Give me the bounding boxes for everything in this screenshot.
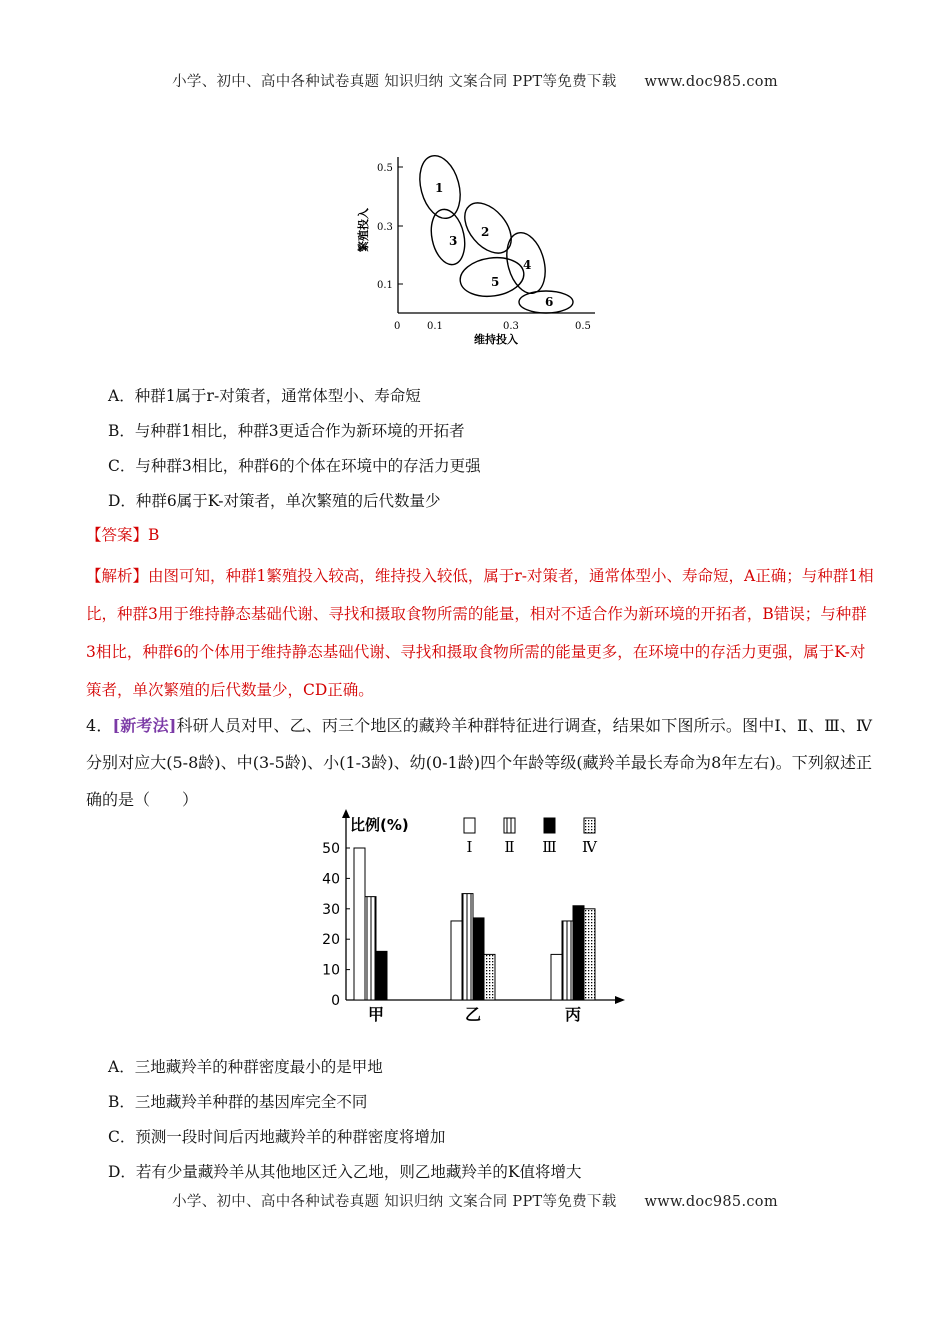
footer-text: 小学、初中、高中各种试卷真题 知识归纳 文案合同 PPT等免费下载: [172, 1194, 617, 1210]
bar-Ⅱ-丙: [562, 921, 573, 1000]
analysis-label: 【解析】: [86, 567, 149, 585]
page-header: [0, 70, 950, 91]
y-tick-label: 40: [322, 871, 340, 888]
x-category-label: 丙: [564, 1005, 582, 1024]
q4-option-c: C．预测一段时间后丙地藏羚羊的种群密度将增加: [108, 1128, 446, 1146]
bar-Ⅱ-甲: [365, 897, 376, 1000]
q4-option-a: A．三地藏羚羊的种群密度最小的是甲地: [108, 1058, 383, 1076]
header-site: www.doc985.com: [644, 74, 778, 90]
legend-label-1: Ⅰ: [466, 838, 473, 856]
header-text: 小学、初中、高中各种试卷真题 知识归纳 文案合同 PPT等免费下载: [172, 74, 617, 90]
y-tick-label: 30: [322, 901, 340, 918]
bar-Ⅰ-乙: [451, 921, 462, 1000]
legend-swatch-3: [544, 818, 555, 833]
population-6-label: 6: [545, 295, 554, 309]
fig1-ylabel: 繁殖投入: [357, 208, 370, 252]
population-5-label: 5: [491, 275, 500, 289]
q4-tag: [新考法]: [112, 716, 177, 735]
bar-Ⅰ-丙: [551, 954, 562, 1000]
legend-label-3: Ⅲ: [542, 838, 557, 856]
population-4-label: 4: [523, 258, 532, 272]
q3-option-b: B．与种群1相比，种群3更适合作为新环境的开拓者: [108, 422, 465, 440]
fig1-xtick-label: 0: [394, 321, 401, 332]
fig1-xtick-label: 0.1: [427, 321, 443, 332]
question-4: [86, 707, 872, 818]
q3-option-a: A．种群1属于r-对策者，通常体型小、寿命短: [108, 387, 421, 405]
population-1-label: 1: [435, 181, 444, 195]
x-axis-arrow: [615, 996, 625, 1004]
fig1-ytick-label: 0.3: [377, 222, 393, 233]
y-tick-label: 20: [322, 932, 340, 949]
answer-value: B: [148, 526, 160, 544]
fig1-xtick-label: 0.3: [503, 321, 519, 332]
y-axis-arrow: [342, 809, 350, 818]
page-footer: [0, 1190, 950, 1211]
q3-option-c: C．与种群3相比，种群6的个体在环境中的存活力更强: [108, 457, 481, 475]
bar-Ⅱ-乙: [462, 894, 473, 1000]
y-axis-label: 比例(%): [350, 816, 409, 834]
bar-Ⅳ-乙: [484, 954, 495, 1000]
analysis-text: 由图可知，种群1繁殖投入较高，维持投入较低，属于r-对策者，通常体型小、寿命短，A正确；与种群1相比，种群3用于维持静态基础代谢、寻找和摄取食物所需的能量，相对不适合作为新环境的开拓者，B错误；与种群3相比，种群6的个体用于维持静态基础代谢、寻找和摄取食物所需的能量更多，在环境中的存活力更强，属于K-对策者，单次繁殖的后代数量少，CD正确。: [86, 567, 874, 699]
q4-text: 科研人员对甲、乙、丙三个地区的藏羚羊种群特征进行调查，结果如下图所示。图中Ⅰ、Ⅱ、Ⅲ、Ⅳ分别对应大(5-8龄)、中(3-5龄)、小(1-3龄)、幼(0-1龄)四个年龄等级(藏羚羊最长寿命为8年左右)。下列叙述正确的是（ ）: [86, 716, 872, 809]
age-structure-bar-chart: [318, 808, 638, 1034]
legend-swatch-1: [464, 818, 475, 833]
bar-Ⅳ-丙: [584, 909, 595, 1000]
fig1-xtick-label: 0.5: [575, 321, 591, 332]
population-3-ellipse: [427, 206, 470, 267]
bar-Ⅲ-甲: [376, 951, 387, 1000]
population-3-label: 3: [449, 234, 458, 248]
legend-label-2: Ⅱ: [504, 838, 515, 856]
bar-Ⅲ-乙: [473, 918, 484, 1000]
x-category-label: 乙: [464, 1005, 482, 1024]
x-category-label: 甲: [367, 1005, 385, 1024]
bar-Ⅰ-甲: [354, 848, 365, 1000]
q3-option-d: D．种群6属于K-对策者，单次繁殖的后代数量少: [108, 492, 441, 510]
q4-number: 4．: [86, 716, 113, 735]
legend-label-4: Ⅳ: [582, 838, 597, 856]
y-tick-label: 0: [331, 993, 340, 1009]
fig1-ytick-label: 0.5: [377, 163, 393, 174]
footer-site: www.doc985.com: [644, 1194, 778, 1210]
answer-label: 【答案】: [86, 526, 149, 544]
fig1-xlabel: 维持投入: [474, 333, 518, 346]
q4-option-b: B．三地藏羚羊种群的基因库完全不同: [108, 1093, 368, 1111]
legend-swatch-2: [504, 818, 515, 833]
bar-Ⅲ-丙: [573, 906, 584, 1000]
population-strategy-figure: [355, 145, 605, 355]
q4-option-d: D．若有少量藏羚羊从其他地区迁入乙地，则乙地藏羚羊的K值将增大: [108, 1163, 582, 1181]
y-tick-label: 50: [322, 841, 340, 857]
fig1-ytick-label: 0.1: [377, 280, 393, 291]
analysis-paragraph: [86, 557, 876, 709]
legend-swatch-4: [584, 818, 595, 833]
population-2-label: 2: [481, 225, 490, 239]
answer-line: [86, 523, 159, 545]
y-tick-label: 10: [322, 962, 340, 979]
